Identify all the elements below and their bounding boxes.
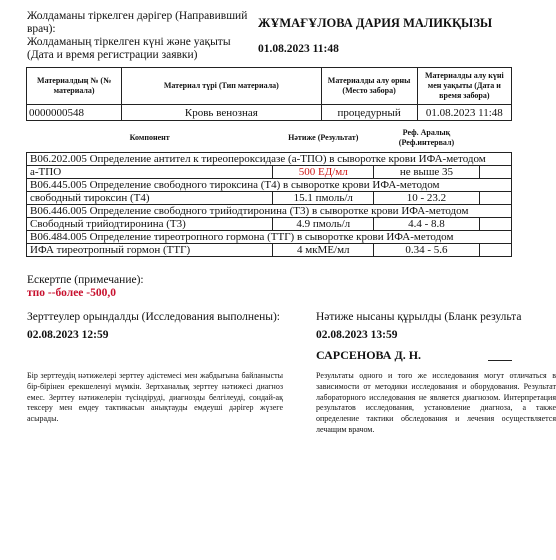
- reference-atpo: не выше 35: [374, 166, 479, 179]
- test-title-t4: B06.445.005 Определение свободного тироксина (Т4) в сыворотке крови ИФА-методом: [27, 179, 512, 192]
- material-place: процедурный: [321, 105, 417, 121]
- results-table: [26, 124, 512, 257]
- result-atpo: 500 ЕД/мл: [273, 166, 374, 179]
- result-t3: 4.9 пмоль/л: [273, 218, 374, 231]
- reference-t3: 4.4 - 8.8: [374, 218, 479, 231]
- empty-cell: [479, 218, 511, 231]
- note-text: тпо --более -500,0: [27, 287, 116, 299]
- test-group-title: [27, 179, 512, 192]
- reference-ttg: 0.34 - 5.6: [374, 244, 479, 257]
- empty-cell: [479, 166, 511, 179]
- component-t3: Свободный трийодтиронина (Т3): [27, 218, 273, 231]
- test-group-title: [27, 153, 512, 166]
- results-header-row: [27, 124, 512, 153]
- empty-cell: [479, 244, 511, 257]
- material-header-number: Материалдың № (№ материала): [27, 68, 122, 105]
- component-ttg: ИФА тиреотропный гормон (ТТГ): [27, 244, 273, 257]
- form-created-datetime: 02.08.2023 13:59: [316, 329, 398, 341]
- material-datetime: 01.08.2023 11:48: [417, 105, 511, 121]
- component-t4: свободный тироксин (Т4): [27, 192, 273, 205]
- doctor-label-kk: Жолдаманы тіркелген дәрігер (Направивший: [27, 10, 248, 22]
- material-header-place: Материалды алу орны (Место забора): [321, 68, 417, 105]
- completed-label: Зерттеулер орындалды (Исследования выполнены):: [27, 311, 280, 323]
- material-table: [26, 67, 512, 121]
- disclaimer-ru: Результаты одного и того же исследования могут отличаться в зависимости от методики исследования и оборудования. Результат лабораторного исследования не является диагнозом. Интерпретация результатов исследования, установление диагноза, а также определение тактики обследования и лечения осуществляется лечащим врачом.: [316, 371, 556, 434]
- results-header-result: Нәтиже (Результат): [288, 133, 359, 142]
- component-atpo: а-ТПО: [27, 166, 273, 179]
- disclaimer-kk: Бір зерттеудің нәтижелері зерттеу әдістемесі мен жабдығына байланысты бір-бірінен ерекшеленуі мүмкін. Зертханалық зерттеу нәтижесі диагноз емес. Зерттеу нәтижелерін түсіндіруді, диагнозды белгілеуді, сондай-ақ тексеру мен емдеу тактикасын анықтауды емдеуші дәрігер жүзеге асырады.: [27, 371, 283, 424]
- date-label-ru: (Дата и время регистрации заявки): [27, 49, 198, 61]
- test-group-title: [27, 205, 512, 218]
- table-row: [27, 218, 512, 231]
- signature-line: [488, 360, 512, 361]
- result-ttg: 4 мкМЕ/мл: [273, 244, 374, 257]
- note-label: Ескертпе (примечание):: [27, 274, 144, 286]
- material-number: 0000000548: [27, 105, 122, 121]
- table-row: [27, 166, 512, 179]
- results-header-reference: Реф. Аралық (Реф.интервал): [398, 128, 455, 147]
- reference-t4: 10 - 23.2: [374, 192, 479, 205]
- test-title-ttg: B06.484.005 Определение тиреотропного гормона (ТТГ) в сыворотке крови ИФА-методом: [27, 231, 512, 244]
- material-header-type: Материал түрі (Тип материала): [122, 68, 321, 105]
- patient-name: ЖҰМАҒҰЛОВА ДАРИЯ МАЛИКҚЫЗЫ: [258, 16, 493, 30]
- table-row: [27, 244, 512, 257]
- form-created-label: Нәтиже нысаны құрылды (Бланк результа: [316, 311, 522, 323]
- lab-doctor-name: САРСЕНОВА Д. Н.: [316, 348, 422, 362]
- test-group-title: [27, 231, 512, 244]
- test-title-t3: B06.446.005 Определение свободного трийодтиронина (Т3) в сыворотке крови ИФА-методом: [27, 205, 512, 218]
- result-t4: 15.1 пмоль/л: [273, 192, 374, 205]
- material-type: Кровь венозная: [122, 105, 321, 121]
- material-header-row: [27, 68, 512, 105]
- test-title-atpo: B06.202.005 Определение антител к тиреопероксидазе (а-ТПО) в сыворотке крови ИФА-методом: [27, 153, 512, 166]
- material-header-datetime: Материалды алу күні мен уақыты (Дата и время забора): [417, 68, 511, 105]
- results-header-component: Компонент: [129, 133, 170, 142]
- table-row: [27, 192, 512, 205]
- registration-datetime: 01.08.2023 11:48: [258, 43, 339, 55]
- header-labels: [27, 10, 247, 62]
- date-label-kk: Жолдаманың тіркелген күні және уақыты: [27, 36, 231, 48]
- material-row: [27, 105, 512, 121]
- completed-datetime: 02.08.2023 12:59: [27, 329, 109, 341]
- empty-cell: [479, 192, 511, 205]
- doctor-label-ru: врач):: [27, 23, 56, 35]
- results-header-spacer: [479, 124, 511, 153]
